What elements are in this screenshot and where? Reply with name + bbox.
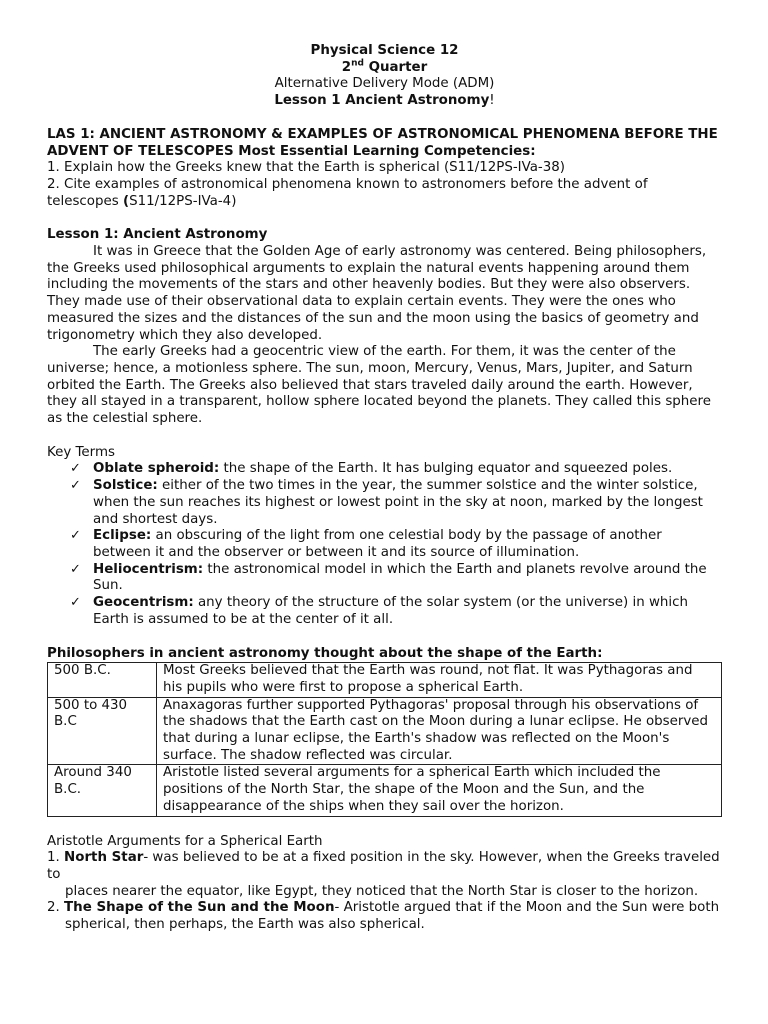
aristotle-argument-2-continued: spherical, then perhaps, the Earth was also spherical. xyxy=(65,917,425,933)
argument-text: - Aristotle argued that if the Moon and the Sun were both xyxy=(334,900,720,916)
key-terms-list xyxy=(47,461,722,628)
quarter-word: Quarter xyxy=(363,59,428,75)
lesson-title: Lesson 1 Ancient Astronomy xyxy=(274,93,490,109)
checkmark-icon: ✓ xyxy=(70,595,81,611)
key-term-item xyxy=(70,461,722,478)
checkmark-icon: ✓ xyxy=(70,461,81,477)
lesson1-heading: Lesson 1: Ancient Astronomy xyxy=(47,227,268,243)
argument-term: North Star xyxy=(64,850,144,866)
lesson1-paragraph-2: The early Greeks had a geocentric view of the earth. For them, it was the center of the universe; hence, a motionless sphere. The sun, moon, Mercury, Venus, Mars, Jupiter, and Saturn orbited the Earth. The Greeks also believed that stars traveled daily around the earth. However, they all stayed in a transparent, hollow sphere located beyond the planets. They called this sphere as the celestial sphere. xyxy=(47,344,711,427)
checkmark-icon: ✓ xyxy=(70,561,81,577)
key-term-item xyxy=(70,478,722,528)
competency-2-text: 2. Cite examples of astronomical phenomena known to astronomers before the advent of telescopes xyxy=(47,176,648,209)
table-row xyxy=(48,697,722,765)
key-term-definition: the astronomical model in which the Earth and planets revolve around the Sun. xyxy=(93,561,707,594)
competency-2-paren: ( xyxy=(122,193,130,209)
table-row xyxy=(48,765,722,816)
key-term: Oblate spheroid: xyxy=(93,461,220,477)
subject-title: Physical Science 12 xyxy=(310,43,459,58)
key-term: Solstice: xyxy=(93,478,158,494)
quarter-line xyxy=(47,60,722,77)
argument-number: 2. xyxy=(47,900,65,916)
key-term-item xyxy=(70,561,722,595)
table-row xyxy=(48,663,722,697)
key-terms-heading: Key Terms xyxy=(47,444,115,460)
competency-1: 1. Explain how the Greeks knew that the Earth is spherical (S11/12PS-IVa-38) xyxy=(47,160,566,176)
lesson-title-mark: ! xyxy=(489,93,495,109)
lesson-title-line xyxy=(47,93,722,110)
key-term-item xyxy=(70,595,722,628)
aristotle-argument-1-continued: places nearer the equator, like Egypt, they noticed that the North Star is closer to the horizon. xyxy=(65,883,699,899)
argument-term: The Shape of the Sun and the Moon xyxy=(64,900,335,916)
philosophers-table xyxy=(47,662,722,816)
key-term-definition: either of the two times in the year, the summer solstice and the winter solstice, when the sun reaches its highest or lowest point in the sky at noon, marked by the longest and shortest days. xyxy=(93,478,703,527)
argument-number: 1. xyxy=(47,850,65,866)
table-cell-text: Aristotle listed several arguments for a spherical Earth which included the positions of the North Star, the shape of the Moon and the Sun, and the disappearance of the ships when they sail over the horizon. xyxy=(157,765,722,816)
table-cell-period: 500 B.C. xyxy=(48,663,157,697)
checkmark-icon: ✓ xyxy=(70,528,81,544)
document-content xyxy=(47,43,722,934)
key-term: Geocentrism: xyxy=(93,595,194,611)
key-term-definition: an obscuring of the light from one celestial body by the passage of another between it and the observer or between it and its source of illumination. xyxy=(93,528,662,560)
lesson1-paragraph-1: It was in Greece that the Golden Age of early astronomy was centered. Being philosophers, the Greeks used philosophical arguments to explain the natural events happening around them including the movements of the stars and other heavenly bodies. But they were also observers. They made use of their observational data to explain certain events. They were the ones who measured the sizes and the distances of the sun and the moon using the basics of geometry and trigonometry which they also developed. xyxy=(47,244,707,343)
key-term: Eclipse: xyxy=(93,528,152,544)
competency-2 xyxy=(47,177,722,210)
philosophers-heading: Philosophers in ancient astronomy thought about the shape of the Earth: xyxy=(47,645,603,661)
argument-text: - was believed to be at a fixed position in the sky. However, when the Greeks traveled to xyxy=(47,850,720,882)
table-cell-text: Anaxagoras further supported Pythagoras' proposal through his observations of the shadows that the Earth cast on the Moon during a lunar eclipse. He observed that during a lunar eclipse, the Earth's shadow was reflected on the Moon's surface. The shadow reflected was circular. xyxy=(157,697,722,765)
quarter-suffix: nd xyxy=(351,58,364,69)
quarter-number: 2 xyxy=(341,59,352,75)
competency-2-code: S11/12PS-IVa-4) xyxy=(129,193,237,209)
key-term-definition: any theory of the structure of the solar system (or the universe) in which Earth is assumed to be at the center of it all. xyxy=(93,595,688,627)
table-cell-period: 500 to 430 B.C xyxy=(48,697,157,765)
table-cell-period: Around 340 B.C. xyxy=(48,765,157,816)
delivery-mode: Alternative Delivery Mode (ADM) xyxy=(274,76,495,92)
table-cell-text: Most Greeks believed that the Earth was round, not flat. It was Pythagoras and his pupils who were first to propose a spherical Earth. xyxy=(157,663,722,697)
aristotle-heading: Aristotle Arguments for a Spherical Earth xyxy=(47,833,323,849)
key-term: Heliocentrism: xyxy=(93,561,204,577)
aristotle-argument-2 xyxy=(47,900,722,917)
aristotle-argument-1 xyxy=(47,850,722,883)
las-title: LAS 1: ANCIENT ASTRONOMY & EXAMPLES OF ASTRONOMICAL PHENOMENA BEFORE THE ADVENT OF TELESCOPES Most Essential Learning Competencies: xyxy=(47,126,718,159)
checkmark-icon: ✓ xyxy=(70,478,81,494)
key-term-definition: the shape of the Earth. It has bulging equator and squeezed poles. xyxy=(219,461,673,477)
key-term-item xyxy=(70,528,722,561)
